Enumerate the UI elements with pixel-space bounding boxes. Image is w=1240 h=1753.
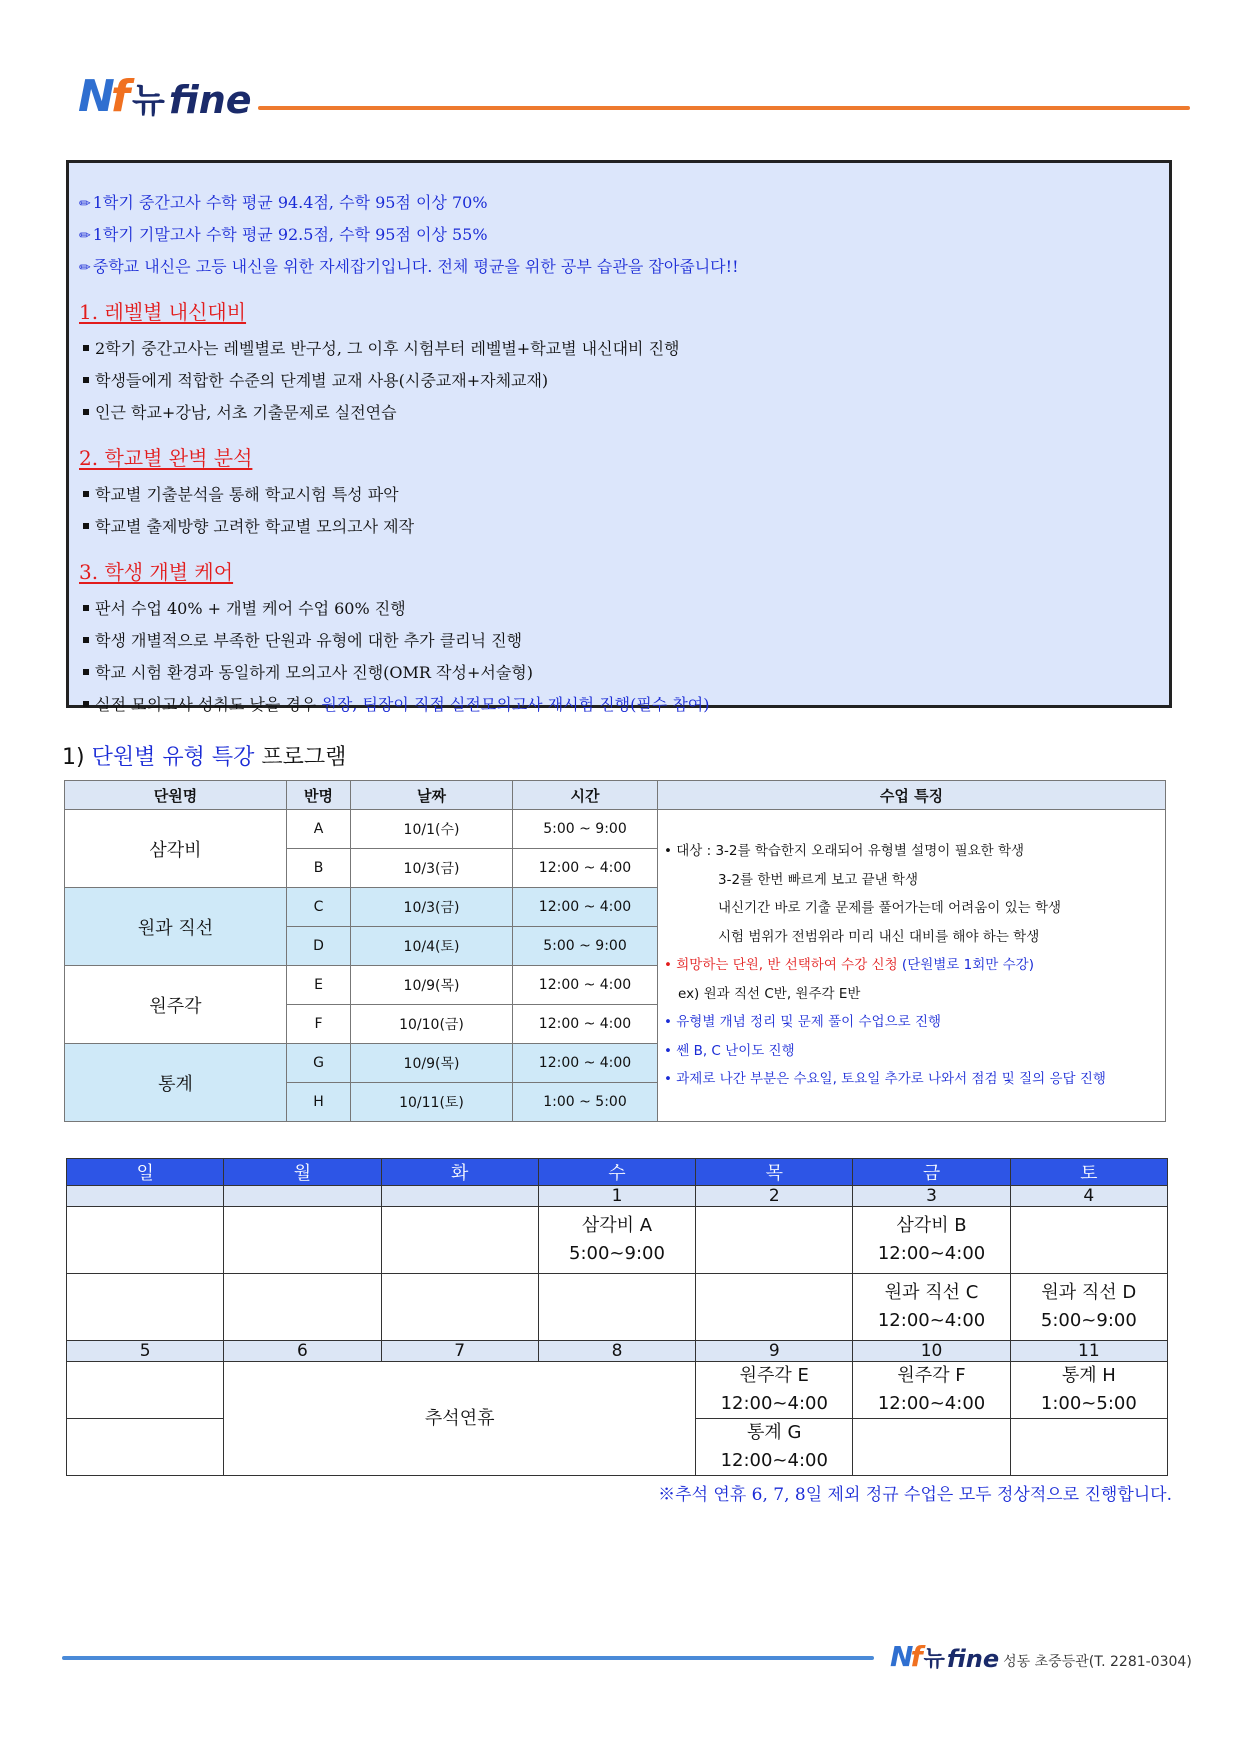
date-number — [67, 1186, 224, 1207]
header-unit: 단원명 — [65, 781, 287, 810]
square-bullet-icon — [83, 345, 89, 351]
event-cell — [538, 1274, 695, 1341]
class-cell: A — [287, 810, 351, 849]
event-cell — [67, 1274, 224, 1341]
square-bullet-icon — [83, 669, 89, 675]
date-cell: 10/9(목) — [351, 966, 513, 1005]
bullet-item: 인근 학교+강남, 서초 기출문제로 실전연습 — [83, 400, 397, 423]
square-bullet-icon — [83, 409, 89, 415]
event-cell: 삼각비 B 12:00~4:00 — [853, 1207, 1010, 1274]
event-cell — [696, 1274, 853, 1341]
section-title: 3. 학생 개별 케어 — [79, 560, 234, 584]
event-cell — [1010, 1419, 1167, 1476]
event-cell — [67, 1362, 224, 1419]
event-cell: 원과 직선 D 5:00~9:00 — [1010, 1274, 1167, 1341]
time-cell: 12:00 ~ 4:00 — [513, 966, 658, 1005]
event-cell: 원주각 F 12:00~4:00 — [853, 1362, 1010, 1419]
event-cell — [1010, 1207, 1167, 1274]
time-cell: 12:00 ~ 4:00 — [513, 888, 658, 927]
class-cell: G — [287, 1044, 351, 1083]
calendar-event-row — [67, 1274, 1168, 1341]
day-fri: 금 — [853, 1159, 1010, 1186]
date-number — [381, 1186, 538, 1207]
section-title: 2. 학교별 완벽 분석 — [79, 446, 253, 470]
calendar-header-row — [67, 1159, 1168, 1186]
program-title: 1) 단원별 유형 특강 프로그램 — [62, 745, 347, 770]
table-header-row — [65, 781, 1166, 810]
date-number: 3 — [853, 1186, 1010, 1207]
date-number-row — [67, 1186, 1168, 1207]
unit-name: 통계 — [65, 1044, 287, 1122]
schedule-calendar — [66, 1158, 1168, 1476]
event-cell — [67, 1419, 224, 1476]
unit-name: 원주각 — [65, 966, 287, 1044]
footer-brand-korean: 뉴 — [923, 1647, 945, 1672]
header-features: 수업 특징 — [658, 781, 1166, 810]
square-bullet-icon — [83, 637, 89, 643]
time-cell: 12:00 ~ 4:00 — [513, 849, 658, 888]
day-thu: 목 — [696, 1159, 853, 1186]
event-cell: 통계 G 12:00~4:00 — [696, 1419, 853, 1476]
header-divider — [258, 106, 1190, 110]
footer-branch-contact: 성동 초중등관(T. 2281-0304) — [1003, 1654, 1192, 1670]
footer-logo — [890, 1640, 1192, 1673]
time-cell: 12:00 ~ 4:00 — [513, 1044, 658, 1083]
date-number — [224, 1186, 381, 1207]
date-number: 2 — [696, 1186, 853, 1207]
date-number: 7 — [381, 1341, 538, 1362]
program-table — [64, 780, 1166, 1122]
header-class: 반명 — [287, 781, 351, 810]
date-number: 1 — [538, 1186, 695, 1207]
class-cell: H — [287, 1083, 351, 1122]
date-number: 4 — [1010, 1186, 1167, 1207]
date-cell: 10/3(금) — [351, 888, 513, 927]
square-bullet-icon — [83, 605, 89, 611]
bullet-item: 판서 수업 40% + 개별 케어 수업 60% 진행 — [83, 596, 406, 619]
bullet-item: 학교 시험 환경과 동일하게 모의고사 진행(OMR 작성+서술형) — [83, 660, 533, 683]
date-number-row — [67, 1341, 1168, 1362]
calendar-event-row — [67, 1362, 1168, 1419]
square-bullet-icon — [83, 523, 89, 529]
event-cell: 원과 직선 C 12:00~4:00 — [853, 1274, 1010, 1341]
bullet-item: 실전 모의고사 성취도 낮을 경우 원장, 팀장이 직접 실전모의고사 재시험 진행(필수 참여) — [83, 692, 709, 715]
features-cell: • 대상 : 3-2를 학습한지 오래되어 유형별 설명이 필요한 학생 3-2를 한번 빠르게 보고 끝낸 학생 내신기간 바로 기출 문제를 풀어가는데 어려움이 있는 학생 시험 범위가 전범위라 미리 내신 대비를 해야 하는 학생 • 희망하는 단원, 반 선택하여 수강 신청 (단원별로 1회만 수강) ex) 원과 직선 C반, 원주각 E반 • 유형별 개념 정리 및 문제 풀이 수업으로 진행 • 쎈 B, C 난이도 진행 • 과제로 나간 부분은 수요일, 토요일 추가로 나와서 점검 및 질의 응답 진행 — [658, 810, 1166, 1122]
stat-line: ✏ 1학기 중간고사 수학 평균 94.4점, 수학 95점 이상 70% — [79, 193, 488, 212]
event-cell — [224, 1207, 381, 1274]
section-title: 1. 레벨별 내신대비 — [79, 300, 247, 324]
unit-name: 원과 직선 — [65, 888, 287, 966]
event-cell — [853, 1419, 1010, 1476]
square-bullet-icon — [83, 701, 89, 707]
day-tue: 화 — [381, 1159, 538, 1186]
date-number: 5 — [67, 1341, 224, 1362]
time-cell: 5:00 ~ 9:00 — [513, 927, 658, 966]
event-cell — [381, 1207, 538, 1274]
pencil-icon: ✏ — [79, 260, 91, 276]
event-cell — [381, 1274, 538, 1341]
footer-divider — [62, 1656, 874, 1660]
date-cell: 10/4(토) — [351, 927, 513, 966]
class-cell: D — [287, 927, 351, 966]
date-number: 10 — [853, 1341, 1010, 1362]
table-row — [65, 810, 1166, 849]
bullet-item: 학생들에게 적합한 수준의 단계별 교재 사용(시중교재+자체교재) — [83, 368, 548, 391]
class-cell: B — [287, 849, 351, 888]
time-cell: 5:00 ~ 9:00 — [513, 810, 658, 849]
pencil-icon: ✏ — [79, 228, 91, 244]
class-cell: C — [287, 888, 351, 927]
day-mon: 월 — [224, 1159, 381, 1186]
time-cell: 12:00 ~ 4:00 — [513, 1005, 658, 1044]
brand-mark: Nf — [78, 71, 126, 122]
day-sun: 일 — [67, 1159, 224, 1186]
class-cell: E — [287, 966, 351, 1005]
header-time: 시간 — [513, 781, 658, 810]
bullet-item: 학생 개별적으로 부족한 단원과 유형에 대한 추가 클리닉 진행 — [83, 628, 522, 651]
date-number: 8 — [538, 1341, 695, 1362]
square-bullet-icon — [83, 491, 89, 497]
info-box — [66, 160, 1172, 714]
date-cell: 10/1(수) — [351, 810, 513, 849]
event-cell: 삼각비 A 5:00~9:00 — [538, 1207, 695, 1274]
event-cell — [696, 1207, 853, 1274]
stat-line: ✏ 1학기 기말고사 수학 평균 92.5점, 수학 95점 이상 55% — [79, 225, 488, 244]
header-date: 날짜 — [351, 781, 513, 810]
date-number: 9 — [696, 1341, 853, 1362]
bullet-item: 2학기 중간고사는 레벨별로 반구성, 그 이후 시험부터 레벨별+학교별 내신대비 진행 — [83, 336, 680, 359]
bullet-item: 학교별 기출분석을 통해 학교시험 특성 파악 — [83, 482, 399, 505]
square-bullet-icon — [83, 377, 89, 383]
date-cell: 10/11(토) — [351, 1083, 513, 1122]
holiday-note: ※추석 연휴 6, 7, 8일 제외 정규 수업은 모두 정상적으로 진행합니다. — [658, 1485, 1172, 1505]
bullet-item: 학교별 출제방향 고려한 학교별 모의고사 제작 — [83, 514, 414, 537]
date-cell: 10/3(금) — [351, 849, 513, 888]
date-number: 6 — [224, 1341, 381, 1362]
unit-name: 삼각비 — [65, 810, 287, 888]
event-cell: 통계 H 1:00~5:00 — [1010, 1362, 1167, 1419]
day-wed: 수 — [538, 1159, 695, 1186]
date-number: 11 — [1010, 1341, 1167, 1362]
date-cell: 10/10(금) — [351, 1005, 513, 1044]
stat-line: ✏ 중학교 내신은 고등 내신을 위한 자세잡기입니다. 전체 평균을 위한 공부 습관을 잡아줍니다!! — [79, 257, 739, 276]
brand-logo — [78, 72, 252, 122]
footer-brand-name: fine — [946, 1645, 1000, 1673]
brand-korean: 뉴 — [131, 81, 165, 121]
event-cell: 원주각 E 12:00~4:00 — [696, 1362, 853, 1419]
day-sat: 토 — [1010, 1159, 1167, 1186]
pencil-icon: ✏ — [79, 196, 91, 212]
brand-name: fine — [168, 78, 252, 122]
time-cell: 1:00 ~ 5:00 — [513, 1083, 658, 1122]
class-cell: F — [287, 1005, 351, 1044]
calendar-event-row — [67, 1207, 1168, 1274]
event-cell — [67, 1207, 224, 1274]
footer-brand-mark: Nf — [890, 1640, 920, 1673]
event-cell — [224, 1274, 381, 1341]
date-cell: 10/9(목) — [351, 1044, 513, 1083]
holiday-cell: 추석연휴 — [224, 1362, 696, 1476]
